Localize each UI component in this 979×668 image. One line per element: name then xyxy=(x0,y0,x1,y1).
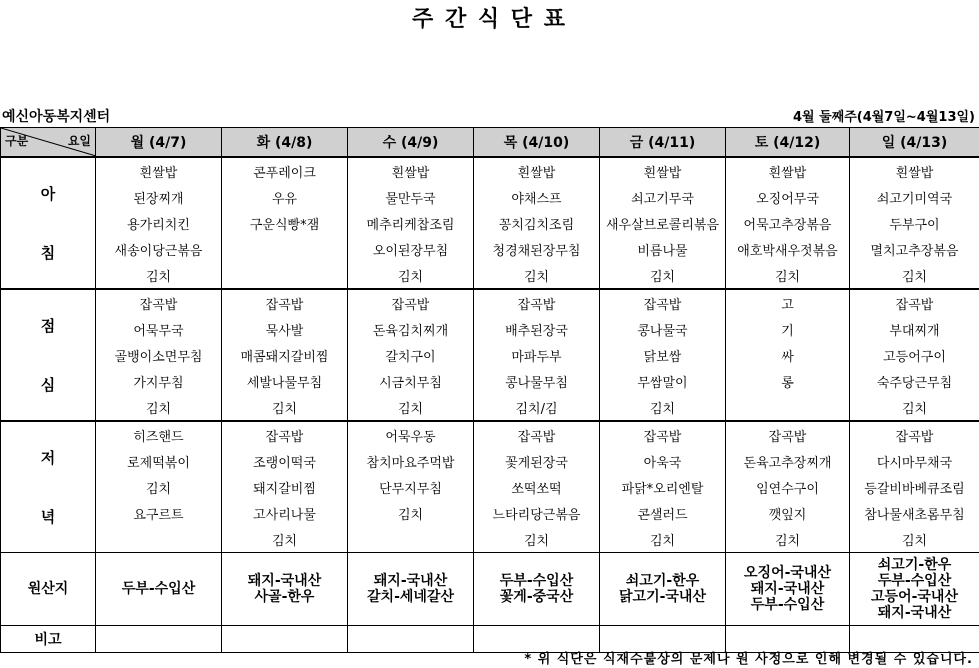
origin-cell xyxy=(222,553,348,626)
meal-row xyxy=(1,316,979,342)
menu-item: 느타리당근볶음 xyxy=(474,500,600,526)
menu-item: 김치 xyxy=(850,394,979,421)
footnote: * 위 식단은 식재수불상의 문제나 원 사정으로 인해 변경될 수 있습니다. xyxy=(524,652,973,667)
menu-item: 우유 xyxy=(222,184,348,210)
menu-item: 아욱국 xyxy=(600,448,726,474)
meal-row xyxy=(1,262,979,289)
origin-line: 고등어-국내산 xyxy=(871,589,958,605)
menu-item: 마파두부 xyxy=(474,342,600,368)
meal-row xyxy=(1,394,979,421)
note-cell xyxy=(96,626,222,653)
menu-item: 흰쌀밥 xyxy=(348,157,474,184)
origin-line: 돼지-국내산 xyxy=(750,581,825,597)
day-header: 월 (4/7) xyxy=(96,128,222,158)
menu-item: 콘샐러드 xyxy=(600,500,726,526)
menu-item: 고등어구이 xyxy=(850,342,979,368)
origin-line: 돼지-국내산 xyxy=(877,605,952,621)
day-header: 목 (4/10) xyxy=(474,128,600,158)
meal-row xyxy=(1,342,979,368)
meal-label xyxy=(1,289,96,421)
meal-row xyxy=(1,526,979,553)
menu-item: 흰쌀밥 xyxy=(474,157,600,184)
menu-item: 김치 xyxy=(348,262,474,289)
menu-item: 기 xyxy=(726,316,850,342)
menu-item: 김치 xyxy=(850,526,979,553)
menu-item: 매콤돼지갈비찜 xyxy=(222,342,348,368)
corner-cell xyxy=(1,128,96,158)
menu-item: 김치 xyxy=(348,394,474,421)
corner-right-label: 요일 xyxy=(67,134,91,148)
meal-label xyxy=(1,421,96,553)
menu-item: 비름나물 xyxy=(600,236,726,262)
origin-line: 두부-수입산 xyxy=(499,573,574,589)
meal-row xyxy=(1,236,979,262)
note-label: 비고 xyxy=(1,626,96,653)
meal-label xyxy=(1,157,96,289)
day-header: 수 (4/9) xyxy=(348,128,474,158)
menu-item: 김치 xyxy=(96,262,222,289)
menu-item: 흰쌀밥 xyxy=(96,157,222,184)
menu-item: 어묵무국 xyxy=(96,316,222,342)
menu-item: 골뱅이소면무침 xyxy=(96,342,222,368)
origin-line: 두부-수입산 xyxy=(750,597,825,613)
meal-label-top: 점 xyxy=(40,317,56,335)
day-header: 금 (4/11) xyxy=(600,128,726,158)
menu-item: 새송이당근볶음 xyxy=(96,236,222,262)
origin-line: 두부-수입산 xyxy=(121,581,196,597)
menu-item: 잡곡밥 xyxy=(222,289,348,316)
origin-cell xyxy=(96,553,222,626)
menu-item: 김치 xyxy=(222,394,348,421)
menu-item: 멸치고추장볶음 xyxy=(850,236,979,262)
meal-label-bottom: 침 xyxy=(40,244,56,262)
menu-item xyxy=(222,262,348,289)
menu-item xyxy=(96,526,222,553)
menu-item: 물만두국 xyxy=(348,184,474,210)
menu-item: 흰쌀밥 xyxy=(850,157,979,184)
menu-item: 김치 xyxy=(600,262,726,289)
menu-item: 흰쌀밥 xyxy=(726,157,850,184)
meal-row xyxy=(1,289,979,316)
menu-item: 용가리치킨 xyxy=(96,210,222,236)
day-header: 화 (4/8) xyxy=(222,128,348,158)
origin-line: 사골-한우 xyxy=(254,589,315,605)
menu-item: 잡곡밥 xyxy=(96,289,222,316)
menu-item: 파닭*오리엔탈 xyxy=(600,474,726,500)
menu-item: 청경채된장무침 xyxy=(474,236,600,262)
menu-item xyxy=(222,236,348,262)
menu-item: 쇠고기무국 xyxy=(600,184,726,210)
menu-item: 김치 xyxy=(474,526,600,553)
origin-cell xyxy=(726,553,850,626)
menu-item: 김치 xyxy=(96,474,222,500)
menu-item: 묵사발 xyxy=(222,316,348,342)
menu-item: 잡곡밥 xyxy=(348,289,474,316)
menu-item: 김치/김 xyxy=(474,394,600,421)
center-name: 예신아동복지센터 xyxy=(2,109,111,125)
menu-item xyxy=(348,526,474,553)
menu-item: 콘푸레이크 xyxy=(222,157,348,184)
origin-line: 갈치-세네갈산 xyxy=(367,589,454,605)
menu-item: 단무지무침 xyxy=(348,474,474,500)
origin-line: 쇠고기-한우 xyxy=(877,557,952,573)
menu-item: 김치 xyxy=(600,394,726,421)
menu-item: 오징어무국 xyxy=(726,184,850,210)
menu-item: 세발나물무침 xyxy=(222,368,348,394)
menu-item: 새우살브로콜리볶음 xyxy=(600,210,726,236)
menu-item: 돈육김치찌개 xyxy=(348,316,474,342)
menu-item: 김치 xyxy=(850,262,979,289)
menu-item: 무쌈말이 xyxy=(600,368,726,394)
menu-item: 꽃게된장국 xyxy=(474,448,600,474)
menu-item: 김치 xyxy=(348,500,474,526)
menu-item: 히즈핸드 xyxy=(96,421,222,448)
menu-item: 김치 xyxy=(96,394,222,421)
note-cell xyxy=(348,626,474,653)
menu-item: 가지무침 xyxy=(96,368,222,394)
menu-item: 잡곡밥 xyxy=(222,421,348,448)
menu-item: 잡곡밥 xyxy=(600,289,726,316)
menu-item: 두부구이 xyxy=(850,210,979,236)
meal-label-bottom: 녁 xyxy=(40,508,56,526)
origin-row xyxy=(1,553,979,626)
origin-cell xyxy=(850,553,979,626)
menu-item: 다시마무채국 xyxy=(850,448,979,474)
menu-item: 잡곡밥 xyxy=(474,421,600,448)
week-label: 4월 둘째주(4월7일~4월13일) xyxy=(792,110,975,125)
meal-row xyxy=(1,500,979,526)
note-cell xyxy=(222,626,348,653)
menu-item xyxy=(726,394,850,421)
menu-item: 배추된장국 xyxy=(474,316,600,342)
menu-item: 메추리케찹조림 xyxy=(348,210,474,236)
day-header: 토 (4/12) xyxy=(726,128,850,158)
menu-item: 부대찌개 xyxy=(850,316,979,342)
menu-item: 잡곡밥 xyxy=(850,289,979,316)
meal-row xyxy=(1,368,979,394)
menu-item: 참치마요주먹밥 xyxy=(348,448,474,474)
origin-label: 원산지 xyxy=(1,553,96,626)
menu-item: 김치 xyxy=(474,262,600,289)
menu-item: 깻잎지 xyxy=(726,500,850,526)
menu-table xyxy=(0,127,979,653)
menu-item: 콩나물국 xyxy=(600,316,726,342)
origin-line: 닭고기-국내산 xyxy=(619,589,706,605)
meal-row xyxy=(1,184,979,210)
day-header-row xyxy=(1,128,979,158)
menu-item: 어묵우동 xyxy=(348,421,474,448)
origin-line: 돼지-국내산 xyxy=(373,573,448,589)
page-title: 주 간 식 단 표 xyxy=(412,7,567,32)
menu-item: 김치 xyxy=(600,526,726,553)
meal-label-top: 아 xyxy=(40,185,56,203)
menu-item: 오이된장무침 xyxy=(348,236,474,262)
origin-line: 돼지-국내산 xyxy=(247,573,322,589)
menu-item: 애호박새우젓볶음 xyxy=(726,236,850,262)
day-header: 일 (4/13) xyxy=(850,128,979,158)
menu-item: 임연수구이 xyxy=(726,474,850,500)
menu-item: 된장찌개 xyxy=(96,184,222,210)
menu-item: 참나물새초롬무침 xyxy=(850,500,979,526)
origin-line: 오징어-국내산 xyxy=(744,565,831,581)
menu-item: 잡곡밥 xyxy=(600,421,726,448)
menu-item: 김치 xyxy=(726,262,850,289)
menu-item: 야채스프 xyxy=(474,184,600,210)
meal-row xyxy=(1,210,979,236)
menu-item: 김치 xyxy=(726,526,850,553)
origin-cell xyxy=(348,553,474,626)
meal-label-bottom: 심 xyxy=(40,376,56,394)
meal-body xyxy=(1,157,979,553)
menu-item: 고사리나물 xyxy=(222,500,348,526)
menu-item: 조랭이떡국 xyxy=(222,448,348,474)
meal-row xyxy=(1,448,979,474)
meal-row xyxy=(1,157,979,184)
menu-item: 잡곡밥 xyxy=(850,421,979,448)
menu-item: 시금치무침 xyxy=(348,368,474,394)
meal-row xyxy=(1,421,979,448)
menu-item: 갈치구이 xyxy=(348,342,474,368)
menu-item: 김치 xyxy=(222,526,348,553)
menu-item: 돈육고추장찌개 xyxy=(726,448,850,474)
origin-cell xyxy=(600,553,726,626)
menu-item: 꽁치김치조림 xyxy=(474,210,600,236)
menu-item: 잡곡밥 xyxy=(726,421,850,448)
origin-line: 두부-수입산 xyxy=(877,573,952,589)
meal-label-top: 저 xyxy=(40,449,56,467)
corner-left-label: 구분 xyxy=(5,134,29,148)
menu-item: 로제떡볶이 xyxy=(96,448,222,474)
menu-item: 요구르트 xyxy=(96,500,222,526)
menu-item: 숙주당근무침 xyxy=(850,368,979,394)
meal-row xyxy=(1,474,979,500)
menu-item: 등갈비바베큐조림 xyxy=(850,474,979,500)
origin-cell xyxy=(474,553,600,626)
menu-item: 콩나물무침 xyxy=(474,368,600,394)
menu-item: 어묵고추장볶음 xyxy=(726,210,850,236)
origin-line: 꽃게-중국산 xyxy=(499,589,574,605)
menu-item: 돼지갈비찜 xyxy=(222,474,348,500)
origin-line: 쇠고기-한우 xyxy=(625,573,700,589)
menu-item: 롱 xyxy=(726,368,850,394)
menu-item: 닭보쌈 xyxy=(600,342,726,368)
menu-item: 싸 xyxy=(726,342,850,368)
menu-item: 흰쌀밥 xyxy=(600,157,726,184)
menu-item: 고 xyxy=(726,289,850,316)
menu-item: 쇠고기미역국 xyxy=(850,184,979,210)
menu-item: 잡곡밥 xyxy=(474,289,600,316)
menu-item: 쏘떡쏘떡 xyxy=(474,474,600,500)
menu-item: 구운식빵*잼 xyxy=(222,210,348,236)
